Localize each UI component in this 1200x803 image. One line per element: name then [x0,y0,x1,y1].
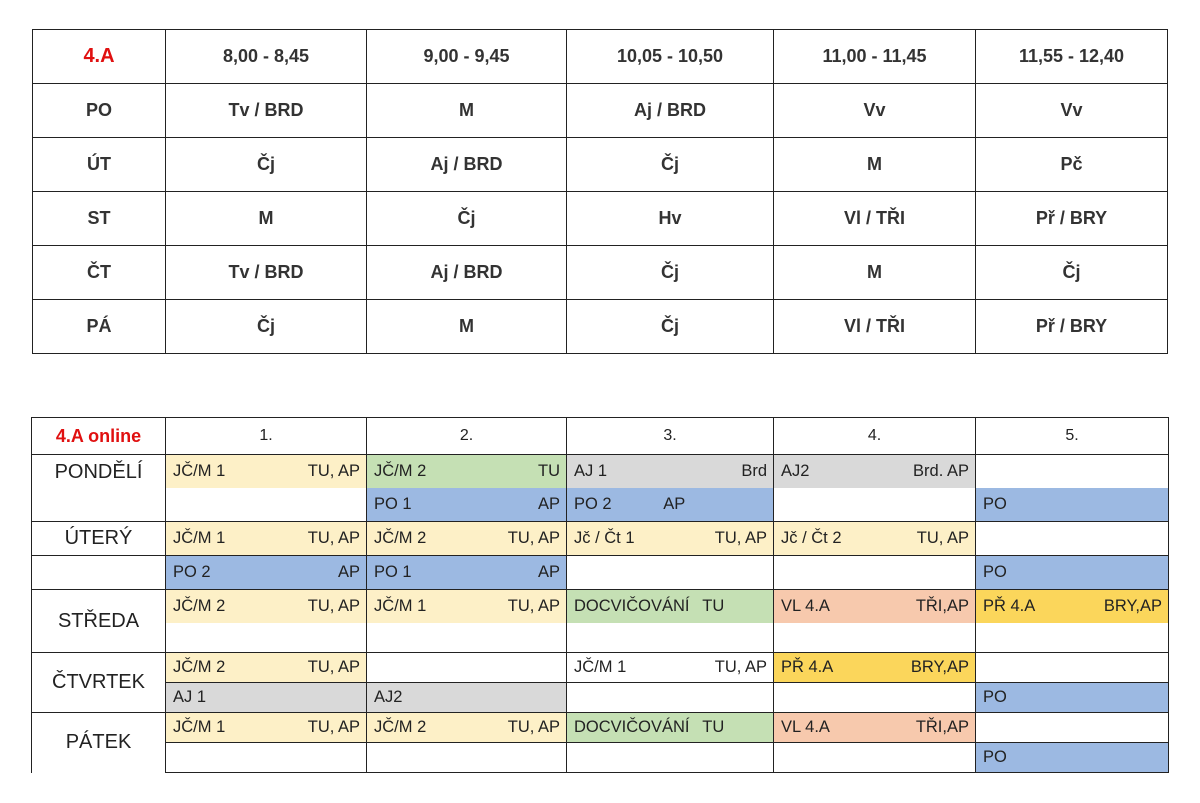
time-slot-2: 9,00 - 9,45 [367,30,567,84]
lesson-cell: Čj [166,138,367,192]
lesson-cell [567,743,773,772]
day-label: ST [33,192,166,246]
lesson-cell: Tv / BRD [166,246,367,300]
lesson-cell: Jč / Čt 1 TU, AP [574,529,767,547]
lesson-cell [976,522,1168,555]
lesson-cell [567,556,773,589]
lesson-cell: JČ/M 2 TU, AP [374,529,560,547]
lesson-cell: Čj [166,300,367,354]
day-label-tuesday: ÚTERÝ [32,522,166,556]
lesson-cell: Čj [567,138,774,192]
lesson-cell: JČ/M 1 TU, AP [173,529,360,547]
lesson-cell [567,683,773,712]
schedule-row-ut [33,138,1168,192]
lesson-cell: Vl / TŘI [774,192,976,246]
period-4: 4. [774,418,976,455]
lesson-cell [166,488,366,521]
lesson-cell: M [367,84,567,138]
lesson-cell: Aj / BRD [567,84,774,138]
lesson-cell: PO 1 AP [374,563,560,581]
lesson-cell: JČ/M 2 TU, AP [173,658,360,676]
online-row-thursday-a [32,653,1169,683]
lesson-cell [774,743,975,772]
lesson-cell: PO [983,748,1007,766]
schedule-row-st [33,192,1168,246]
lesson-cell [367,743,566,772]
lesson-cell: Hv [567,192,774,246]
lesson-cell [166,743,366,772]
period-5: 5. [976,418,1169,455]
online-title: 4.A online [32,418,166,455]
day-label: ÚT [33,138,166,192]
lesson-cell: Tv / BRD [166,84,367,138]
lesson-cell: PO 1 AP [374,495,560,513]
online-row-wednesday-b [32,623,1169,653]
online-row-wednesday-a [32,590,1169,624]
online-row-tuesday-b [32,556,1169,590]
online-row-friday-a [32,713,1169,743]
period-1: 1. [166,418,367,455]
online-schedule-table [31,417,1169,773]
day-label-wednesday: STŘEDA [32,590,166,653]
lesson-cell: AJ 1 [173,688,207,706]
lesson-cell: JČ/M 1 TU, AP [173,462,360,480]
lesson-cell: JČ/M 1 TU, AP [374,597,560,615]
lesson-cell: Aj / BRD [367,246,567,300]
day-label-empty [32,556,166,590]
day-label-monday: PONDĚLÍ [32,455,166,522]
lesson-cell: PO [983,688,1007,706]
lesson-cell: Př / BRY [976,300,1168,354]
class-schedule-table [32,29,1168,354]
day-label-friday: PÁTEK [32,713,166,773]
lesson-cell: DOCVIČOVÁNÍ TU [574,718,725,736]
schedule-row-ct [33,246,1168,300]
lesson-cell: PO 2 AP [574,495,686,513]
lesson-cell: PO 2 AP [173,563,360,581]
lesson-cell: Vl / TŘI [774,300,976,354]
lesson-cell [976,653,1168,682]
online-row-monday-a [32,455,1169,489]
online-row-tuesday-a [32,522,1169,556]
lesson-cell [367,653,566,682]
time-slot-4: 11,00 - 11,45 [774,30,976,84]
schedule-row-pa [33,300,1168,354]
time-slot-3: 10,05 - 10,50 [567,30,774,84]
period-2: 2. [367,418,567,455]
lesson-cell: JČ/M 2 TU, AP [374,718,560,736]
lesson-cell: PO [983,563,1007,581]
lesson-cell: Vv [976,84,1168,138]
lesson-cell: Jč / Čt 2 TU, AP [781,529,969,547]
lesson-cell: Čj [567,246,774,300]
lesson-cell [774,683,975,712]
lesson-cell: Vv [774,84,976,138]
lesson-cell [774,556,975,589]
lesson-cell [774,488,975,521]
lesson-cell: Čj [976,246,1168,300]
lesson-cell: M [774,246,976,300]
lesson-cell: Př / BRY [976,192,1168,246]
lesson-cell: AJ 1 Brd [574,462,767,480]
lesson-cell: JČ/M 1 TU, AP [574,658,767,676]
schedule-header-row [33,30,1168,84]
schedule-title: 4.A [33,30,166,84]
online-row-thursday-b [32,683,1169,713]
schedule-row-po [33,84,1168,138]
lesson-cell: M [367,300,567,354]
lesson-cell: M [774,138,976,192]
day-label-thursday: ČTVRTEK [32,653,166,713]
online-row-friday-b [32,743,1169,773]
lesson-cell: PŘ 4.A BRY,AP [781,658,969,676]
lesson-cell: JČ/M 1 TU, AP [173,718,360,736]
online-row-monday-b [32,488,1169,522]
time-slot-1: 8,00 - 8,45 [166,30,367,84]
online-header-row [32,418,1169,455]
lesson-cell [976,455,1168,488]
lesson-cell: PŘ 4.A BRY,AP [983,597,1162,615]
lesson-cell: VL 4.A TŘI,AP [781,718,969,736]
time-slot-5: 11,55 - 12,40 [976,30,1168,84]
lesson-cell: VL 4.A TŘI,AP [781,597,969,615]
day-label: PÁ [33,300,166,354]
lesson-cell: M [166,192,367,246]
lesson-cell: Pč [976,138,1168,192]
period-3: 3. [567,418,774,455]
lesson-cell: AJ2 [374,688,403,706]
lesson-cell: Čj [567,300,774,354]
lesson-cell: Čj [367,192,567,246]
lesson-cell: JČ/M 2 TU, AP [173,597,360,615]
lesson-cell: DOCVIČOVÁNÍ TU [574,597,725,615]
lesson-cell: Aj / BRD [367,138,567,192]
lesson-cell: AJ2 Brd. AP [781,462,969,480]
day-label: ČT [33,246,166,300]
day-label: PO [33,84,166,138]
lesson-cell: JČ/M 2 TU [374,462,560,480]
lesson-cell: PO [983,495,1007,513]
lesson-cell [976,713,1168,742]
